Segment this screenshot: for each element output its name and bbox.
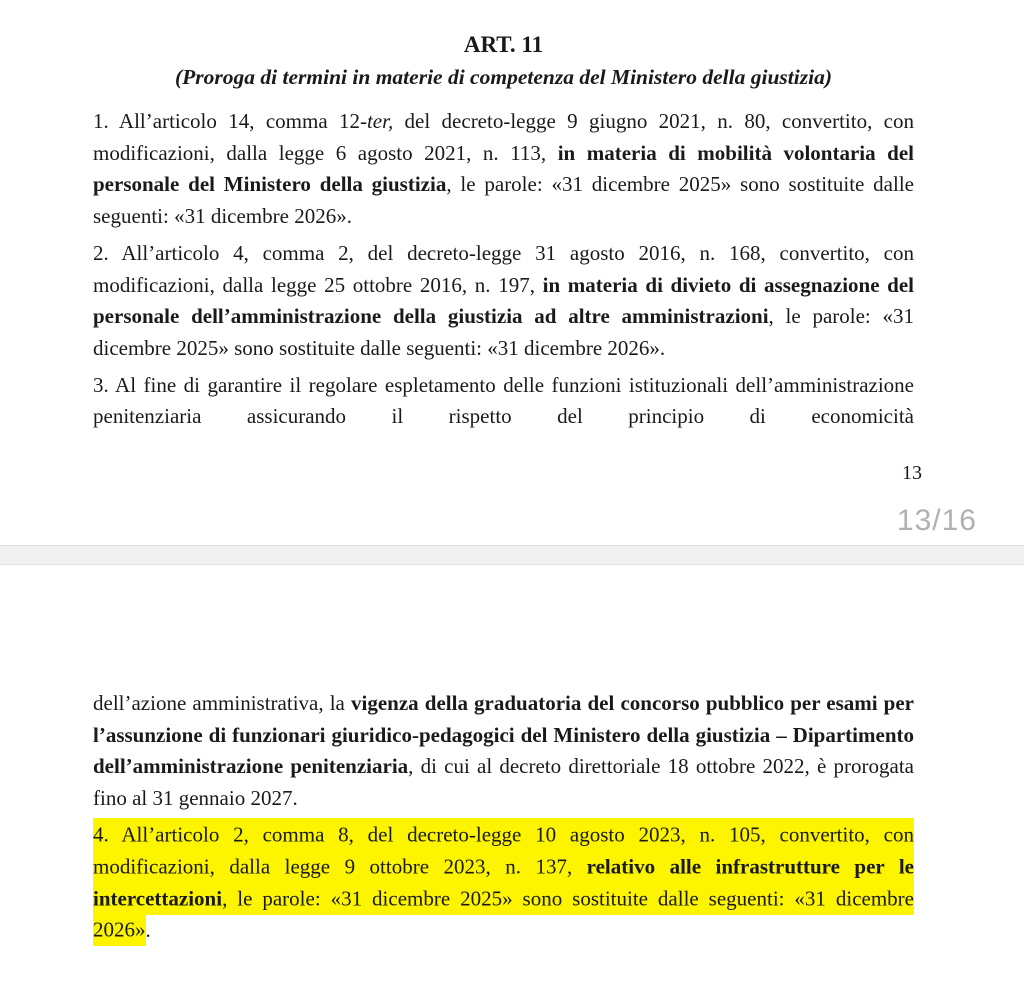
article-subtitle: (Proroga di termini in materie di competenza del Ministero della giustizia): [175, 65, 832, 89]
paragraph-3-cont-text: dell’azione amministrativa, la: [93, 691, 351, 715]
page-13-content: [93, 31, 914, 438]
page-break-separator: [0, 545, 1024, 565]
paragraph-3-continuation: [93, 688, 914, 815]
paragraph-1-bold-subject: in materia di mobilità volontaria del personale del Ministero della giustizia: [93, 140, 915, 197]
paragraph-2: [93, 238, 914, 365]
paragraph-1: [93, 106, 914, 233]
highlight-region: [93, 818, 914, 946]
viewer-page-indicator: 13/16: [896, 504, 977, 537]
printed-page-number: 13: [902, 462, 922, 484]
paragraph-3-cont-text-2: , di cui al decreto direttoriale 18 ottobre 2022, è prorogata fino al 31 gennaio 2027.: [93, 754, 914, 811]
paragraph-1-text-3: , le parole: «31 dicembre 2025» sono sostituite dalle seguenti: «31 dicembre 2026».: [93, 172, 914, 229]
paragraph-3-cont-bold-subject: vigenza della graduatoria del concorso pubblico per esami per l’assunzione di funzionari giuridico-pedagogici del Ministero della giustizia – Dipartimento dell’amministrazione penitenziaria: [93, 691, 914, 779]
paragraph-4-final-period: .: [145, 917, 151, 942]
paragraph-4-highlighted: [93, 820, 914, 947]
page-14-content: [93, 688, 914, 952]
paragraph-1-text-2: del decreto-legge 9 giugno 2021, n. 80, convertito, con modificazioni, dalla legge 6 agosto 2021, n. 113,: [93, 109, 914, 165]
paragraph-2-text: 2. All’articolo 4, comma 2, del decreto-legge 31 agosto 2016, n. 168, convertito, con modificazioni, dalla legge 25 ottobre 2016, n. 197,: [93, 240, 914, 297]
paragraph-3: 3. Al fine di garantire il regolare espletamento delle funzioni istituzionali dell’amministrazione penitenziaria assicurando il rispetto del principio di economicità: [93, 372, 914, 429]
paragraph-1-text: 1. All’articolo 14, comma 12-: [93, 109, 367, 133]
paragraph-4-text: 4. All’articolo 2, comma 8, del decreto-legge 10 agosto 2023, n. 105, convertito, con modificazioni, dalla legge 9 ottobre 2023, n. 137,: [93, 822, 914, 879]
paragraph-4-bold-subject: relativo alle infrastrutture per le intercettazioni: [93, 854, 914, 911]
paragraph-1-italic-ter: ter,: [366, 109, 394, 133]
paragraph-2-text-2: , le parole: «31 dicembre 2025» sono sostituite dalle seguenti: «31 dicembre 2026».: [93, 304, 914, 360]
paragraph-2-bold-subject: in materia di divieto di assegnazione del personale dell’amministrazione della giustizia ad altre amministrazioni: [93, 272, 915, 329]
article-title: ART. 11: [463, 32, 544, 57]
paragraph-4-text-2: , le parole: «31 dicembre 2025» sono sostituite dalle seguenti: «31 dicembre 2026»: [93, 886, 914, 942]
